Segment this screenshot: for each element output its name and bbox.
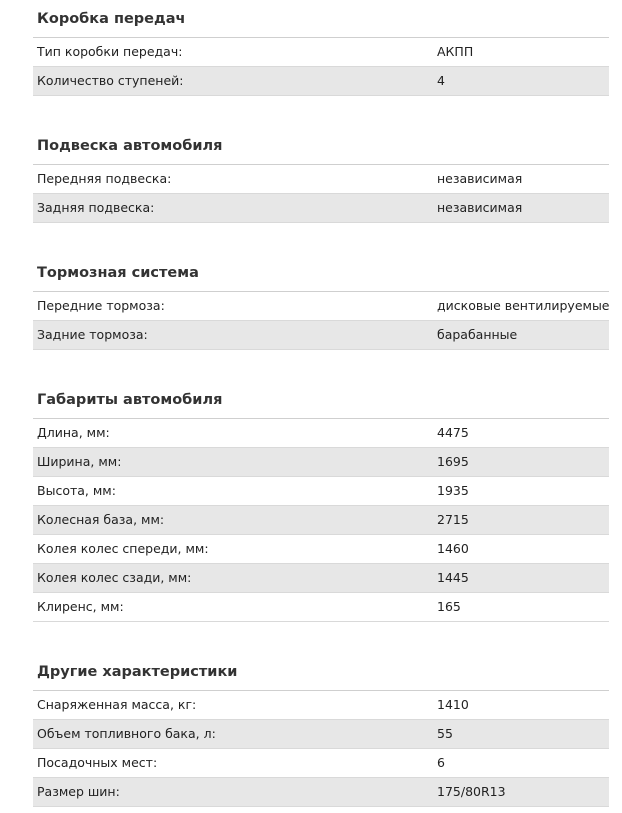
spec-row bbox=[33, 477, 609, 506]
spec-value: 175/80R13 bbox=[437, 784, 506, 799]
section-suspension bbox=[33, 127, 609, 223]
spec-value: 1445 bbox=[437, 570, 469, 585]
section-title: Габариты автомобиля bbox=[33, 381, 609, 419]
spec-row bbox=[33, 38, 609, 67]
spec-value: 6 bbox=[437, 755, 445, 770]
spec-label: Тип коробки передач: bbox=[37, 44, 183, 59]
spec-row bbox=[33, 691, 609, 720]
spec-value: АКПП bbox=[437, 44, 474, 59]
section-title: Подвеска автомобиля bbox=[33, 127, 609, 165]
spec-row bbox=[33, 67, 609, 96]
spec-value: 4475 bbox=[437, 425, 469, 440]
spec-row bbox=[33, 749, 609, 778]
spec-label: Высота, мм: bbox=[37, 483, 116, 498]
spec-value: 4 bbox=[437, 73, 445, 88]
spec-row bbox=[33, 194, 609, 223]
spec-label: Передняя подвеска: bbox=[37, 171, 172, 186]
spec-value: 1695 bbox=[437, 454, 469, 469]
spec-label: Клиренс, мм: bbox=[37, 599, 124, 614]
spec-value: дисковые вентилируемые bbox=[437, 298, 610, 313]
spec-value: 2715 bbox=[437, 512, 469, 527]
section-other bbox=[33, 653, 609, 807]
spec-row bbox=[33, 720, 609, 749]
spec-label: Колея колес спереди, мм: bbox=[37, 541, 209, 556]
spec-value: 1460 bbox=[437, 541, 469, 556]
spec-label: Размер шин: bbox=[37, 784, 120, 799]
spec-row bbox=[33, 419, 609, 448]
spec-row bbox=[33, 292, 609, 321]
spec-label: Задние тормоза: bbox=[37, 327, 148, 342]
spec-label: Колея колес сзади, мм: bbox=[37, 570, 192, 585]
section-brakes bbox=[33, 254, 609, 350]
section-transmission bbox=[33, 0, 609, 96]
spec-row bbox=[33, 321, 609, 350]
spec-label: Объем топливного бака, л: bbox=[37, 726, 216, 741]
spec-label: Длина, мм: bbox=[37, 425, 110, 440]
spec-row bbox=[33, 564, 609, 593]
spec-value: барабанные bbox=[437, 327, 518, 342]
spec-value: 165 bbox=[437, 599, 461, 614]
section-dimensions bbox=[33, 381, 609, 622]
spec-row bbox=[33, 506, 609, 535]
spec-label: Посадочных мест: bbox=[37, 755, 158, 770]
spec-label: Задняя подвеска: bbox=[37, 200, 155, 215]
spec-row bbox=[33, 165, 609, 194]
spec-label: Количество ступеней: bbox=[37, 73, 184, 88]
spec-value: 1410 bbox=[437, 697, 469, 712]
spec-label: Передние тормоза: bbox=[37, 298, 165, 313]
spec-row bbox=[33, 593, 609, 622]
section-title: Тормозная система bbox=[33, 254, 609, 292]
spec-row bbox=[33, 778, 609, 807]
spec-value: 55 bbox=[437, 726, 453, 741]
spec-label: Колесная база, мм: bbox=[37, 512, 165, 527]
spec-row bbox=[33, 535, 609, 564]
section-title: Коробка передач bbox=[33, 0, 609, 38]
spec-label: Снаряженная масса, кг: bbox=[37, 697, 197, 712]
spec-value: независимая bbox=[437, 200, 523, 215]
section-title: Другие характеристики bbox=[33, 653, 609, 691]
spec-label: Ширина, мм: bbox=[37, 454, 122, 469]
spec-row bbox=[33, 448, 609, 477]
spec-value: 1935 bbox=[437, 483, 469, 498]
spec-value: независимая bbox=[437, 171, 523, 186]
